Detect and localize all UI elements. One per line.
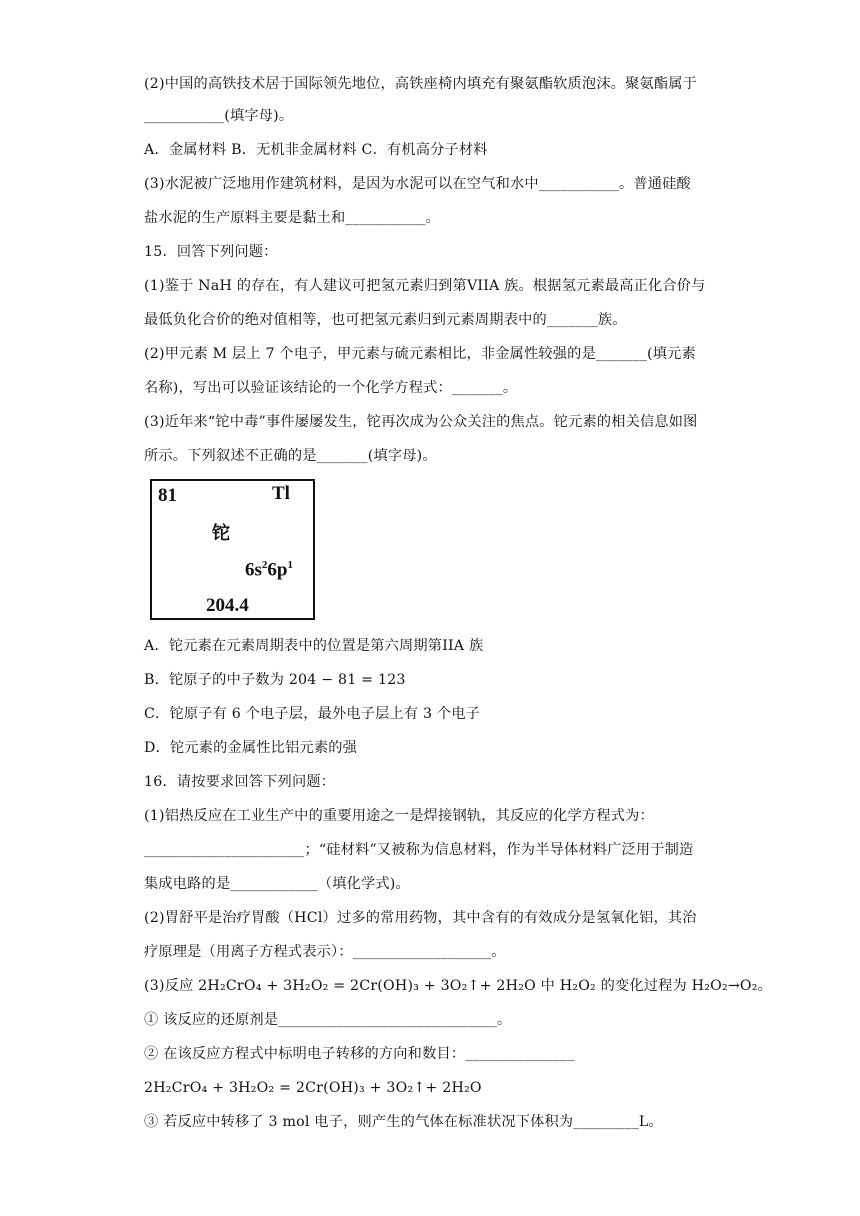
q15-heading: 15．回答下列问题： xyxy=(144,244,278,260)
q16-part3-line1: (3)反应 2H₂CrO₄ + 3H₂O₂ = 2Cr(OH)₃ + 3O₂↑+ 2H₂O 中 H₂O₂ 的变化过程为 H₂O₂→O₂。 xyxy=(144,978,773,994)
q15-option-d: D．铊元素的金属性比铝元素的强 xyxy=(144,740,358,756)
q16-equation: 2H₂CrO₄ + 3H₂O₂ = 2Cr(OH)₃ + 3O₂↑+ 2H₂O xyxy=(144,1080,482,1096)
q15-part1-line2: 最低负化合价的绝对值相等，也可把氢元素归到元素周期表中的_______族。 xyxy=(144,312,627,328)
q15-part3-line2: 所示。下列叙述不正确的是_______(填字母)。 xyxy=(144,448,437,464)
q16-part1-line2: ______________________；“硅材料”又被称为信息材料，作为半导体材料广泛用于制造 xyxy=(144,842,694,858)
q15-part1-line1: (1)鉴于 NaH 的存在，有人建议可把氢元素归到第VIIA 族。根据氢元素最高正化合价与 xyxy=(144,278,706,294)
q16-sub2: ② 在该反应方程式中标明电子转移的方向和数目：_______________ xyxy=(144,1046,575,1062)
q16-part1-line3: 集成电路的是____________（填化学式)。 xyxy=(144,876,410,892)
q15-part2-line1: (2)甲元素 M 层上 7 个电子，甲元素与硫元素相比，非金属性较强的是_______(填元素 xyxy=(144,346,696,362)
q15-part3-line1: (3)近年来“铊中毒”事件屡屡发生，铊再次成为公众关注的焦点。铊元素的相关信息如图 xyxy=(144,414,698,430)
thallium-element-card xyxy=(150,479,315,620)
q16-part2-line1: (2)胃舒平是治疗胃酸（HCl）过多的常用药物，其中含有的有效成分是氢氧化铝，其治 xyxy=(144,910,697,926)
q15-option-a: A．铊元素在元素周期表中的位置是第六周期第IIA 族 xyxy=(144,638,484,654)
q14-part3-line1: (3)水泥被广泛地用作建筑材料，是因为水泥可以在空气和水中___________。普通硅酸 xyxy=(144,176,691,192)
electron-configuration: $6s^26p^1$ xyxy=(245,559,293,581)
atomic-mass: 204.4 xyxy=(206,595,249,616)
element-symbol: Tl xyxy=(272,483,290,504)
q16-part1-line1: (1)铝热反应在工业生产中的重要用途之一是焊接钢轨，其反应的化学方程式为： xyxy=(144,808,654,824)
q15-option-b: B．铊原子的中子数为 204 − 81 = 123 xyxy=(144,672,406,688)
q15-option-c: C．铊原子有 6 个电子层，最外电子层上有 3 个电子 xyxy=(144,706,481,722)
q14-part2-options: A．金属材料 B．无机非金属材料 C．有机高分子材料 xyxy=(144,142,488,158)
q16-sub1: ① 该反应的还原剂是______________________________。 xyxy=(144,1012,512,1028)
q16-part2-line2: 疗原理是（用离子方程式表示）：___________________。 xyxy=(144,944,506,960)
q14-part2-line1: (2)中国的高铁技术居于国际领先地位，高铁座椅内填充有聚氨酯软质泡沫。聚氨酯属于 xyxy=(144,76,698,92)
q16-sub3: ③ 若反应中转移了 3 mol 电子，则产生的气体在标准状况下体积为_________L。 xyxy=(144,1114,663,1130)
atomic-number: 81 xyxy=(158,485,177,506)
element-name: 铊 xyxy=(212,523,230,544)
q14-part2-line2: ___________(填字母)。 xyxy=(144,108,294,124)
q14-part3-line2: 盐水泥的生产原料主要是黏土和___________。 xyxy=(144,210,441,226)
q16-heading: 16．请按要求回答下列问题： xyxy=(144,774,336,790)
q15-part2-line2: 名称)，写出可以验证该结论的一个化学方程式：_______。 xyxy=(144,380,518,396)
